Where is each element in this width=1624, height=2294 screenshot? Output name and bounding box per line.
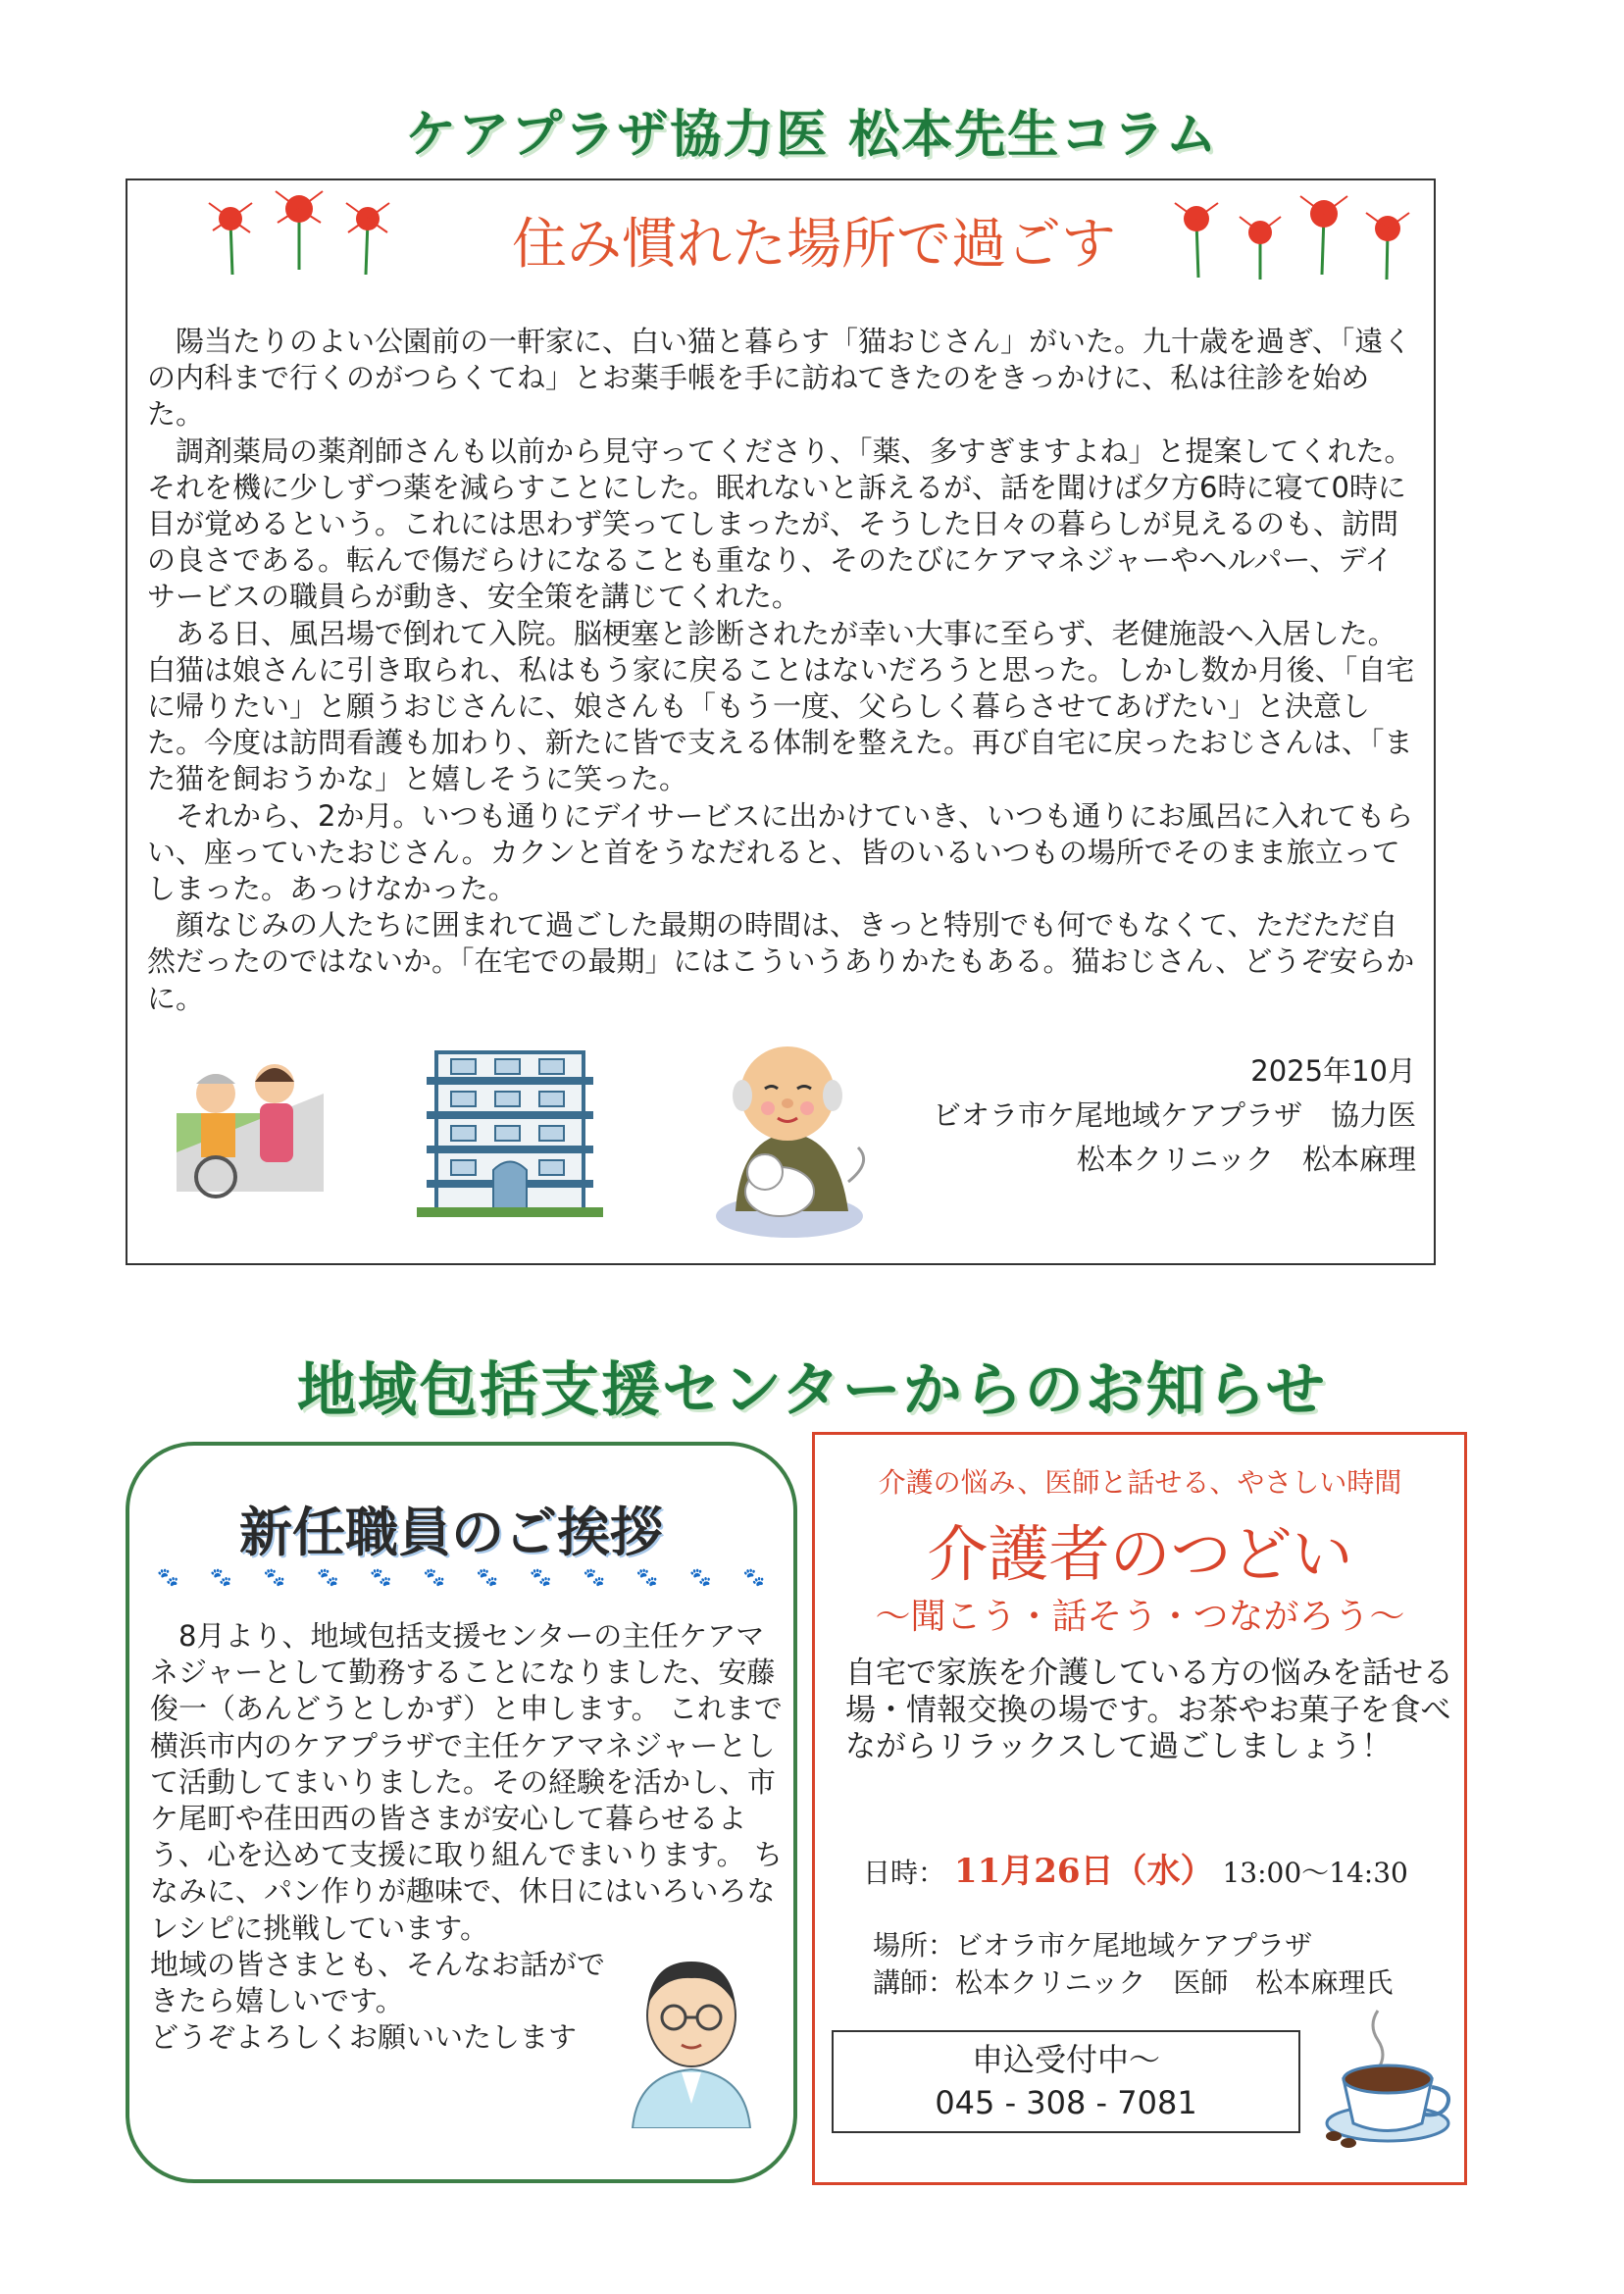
column-clinic: 松本クリニック 松本麻理 <box>1076 1143 1416 1176</box>
column-paragraph: 陽当たりのよい公園前の一軒家に、白い猫と暮らす「猫おじさん」がいた。九十歳を過ぎ、「遠くの内科まで行くのがつらくてね」とお薬手帳を手に訪ねてきたのをきっかけに、私は往診を始めた。 <box>147 325 1412 432</box>
paw-icon: 🐾 <box>423 1567 445 1588</box>
paw-icon: 🐾 <box>635 1567 659 1588</box>
event-date-label: 日時： <box>863 1857 946 1889</box>
event-datetime <box>863 1844 1451 1892</box>
column-paragraph: 顔なじみの人たちに囲まれて過ごした最期の時間は、きっと特別でも何でもなくて、ただただ自然だったのではないか。「在宅での最期」にはこういうありかたもある。猫おじさん、どうぞ安らかに。 <box>147 908 1415 1015</box>
event-details <box>873 1927 1461 2002</box>
event-contact-box <box>832 2030 1300 2133</box>
greeting-paragraph: 地域の皆さまとも、そんなお話ができたら嬉しいです。 <box>150 1947 606 2018</box>
coffee-cup-illustration-icon <box>1319 2001 1456 2148</box>
column-affiliation: ビオラ市ケ尾地域ケアプラザ 協力医 <box>932 1098 1416 1132</box>
paw-icon: 🐾 <box>210 1567 232 1588</box>
event-subtitle: ～聞こう・話そう・つながろう～ <box>875 1597 1405 1637</box>
paw-icon: 🐾 <box>742 1567 765 1588</box>
column-paragraph: それから、2か月。いつも通りにデイサービスに出かけていき、いつも通りにお風呂に入れてもらい、座っていたおじさん。カクンと首をうなだれると、皆のいるいつもの場所でそのまま旅立ってしまった。あっけなかった。 <box>147 798 1414 906</box>
paw-icon: 🐾 <box>476 1567 499 1588</box>
column-paragraph: 調剤薬局の薬剤師さんも以前から見守ってくださり、「薬、多すぎますよね」と提案してくれた。それを機に少しずつ薬を減らすことにした。眠れないと訴えるが、話を聞けば夕方6時に寝て0時に目が覚めるという。これには思わず笑ってしまったが、そうした日々の暮らしが見えるのも、訪問の良さである。転んで傷だらけになることも重なり、そのたびにケアマネジャーやヘルパー、デイサービスの職員らが動き、安全策を講じてくれた。 <box>147 433 1413 614</box>
spider-lily-flowers-right-icon <box>1167 181 1422 284</box>
paw-icon: 🐾 <box>530 1567 552 1588</box>
event-description: 自宅で家族を介護している方の悩みを話せる場・情報交換の場です。お茶やお菓子を食べながらリラックスして過ごしましょう！ <box>845 1656 1453 1764</box>
spider-lily-flowers-left-icon <box>201 181 407 280</box>
paw-icon: 🐾 <box>370 1567 392 1588</box>
event-title: 介護者のつどい <box>927 1518 1353 1590</box>
event-lecturer: 講師：松本クリニック 医師 松本麻理氏 <box>873 1966 1394 1999</box>
column-body <box>147 324 1417 1017</box>
event-date: 11月26日（水） <box>953 1852 1214 1891</box>
event-phone[interactable]: 045 - 308 - 7081 <box>935 2084 1197 2121</box>
paw-print-decoration <box>157 1567 765 1588</box>
greeting-paragraph: どうぞよろしくお願いいたします <box>150 2020 578 2055</box>
paw-icon: 🐾 <box>316 1567 339 1588</box>
paw-icon: 🐾 <box>157 1567 179 1588</box>
column-paragraph: ある日、風呂場で倒れて入院。脳梗塞と診断されたが幸い大事に至らず、老健施設へ入居した。白猫は娘さんに引き取られ、私はもう家に戻ることはないだろうと思った。しかし数か月後、「自宅に帰りたい」と願うおじさんに、娘さんも「もう一度、父らしく暮らさせてあげたい」と決意した。今度は訪問看護も加わり、新たに皆で支える体制を整えた。再び自宅に戻ったおじさんは、「また猫を飼おうかな」と嬉しそうに笑った。 <box>147 616 1415 796</box>
greeting-paragraph: 8月より、地域包括支援センターの主任ケアマネジャーとして勤務することになりました、安藤俊一（あんどうとしかず）と申します。 これまで横浜市内のケアプラザで主任ケアマネジャーとして活動してまいりました。その経験を活かし、市ケ尾町や荏田西の皆さまが安心して暮らせるよう、心を込めて支援に取り組んでまいります。 ちなみに、パン作りが趣味で、休日にはいろいろなレシピに挑戦しています。 <box>150 1619 783 1945</box>
building-illustration-icon <box>417 1047 603 1229</box>
column-signature <box>828 1049 1416 1182</box>
column-title: ケアプラザ協力医 松本先生コラム <box>405 106 1219 165</box>
event-contact-label: 申込受付中～ <box>971 2041 1160 2078</box>
column-heading: 住み慣れた場所で過ごす <box>512 213 1116 277</box>
greeting-heading: 新任職員のご挨拶 <box>239 1502 663 1563</box>
event-place: 場所：ビオラ市ケ尾地域ケアプラザ <box>873 1929 1313 1962</box>
wheelchair-caregiver-illustration-icon <box>177 1054 324 1211</box>
event-time: 13:00～14:30 <box>1222 1857 1408 1889</box>
paw-icon: 🐾 <box>689 1567 712 1588</box>
staff-portrait-illustration-icon <box>628 1947 755 2128</box>
center-section-title: 地域包括支援センターからのお知らせ <box>297 1356 1327 1425</box>
paw-icon: 🐾 <box>263 1567 286 1588</box>
event-tagline: 介護の悩み、医師と話せる、やさしい時間 <box>878 1466 1402 1499</box>
paw-icon: 🐾 <box>583 1567 605 1588</box>
column-date: 2025年10月 <box>1250 1054 1416 1088</box>
